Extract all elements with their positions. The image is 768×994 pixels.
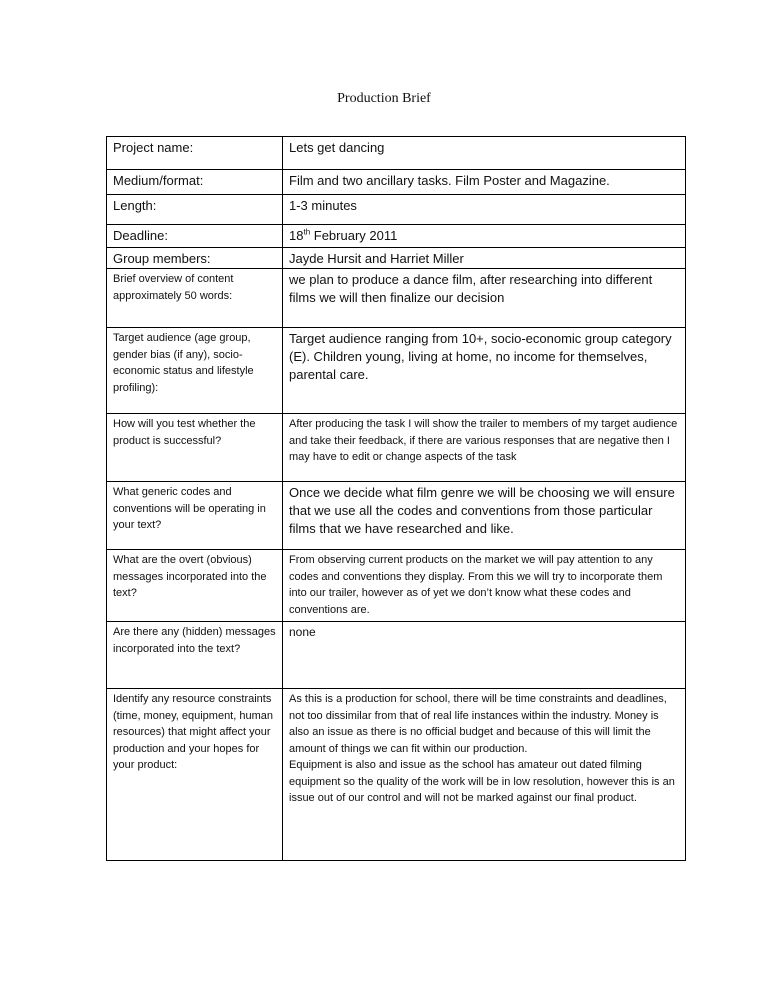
row-value-medium-format: Film and two ancillary tasks. Film Poster and Magazine. bbox=[283, 170, 686, 195]
table-row bbox=[107, 689, 686, 861]
row-label-resource-constraints: Identify any resource constraints (time, money, equipment, human resources) that might affect your production and your hopes for your product: bbox=[107, 689, 283, 861]
table-row bbox=[107, 269, 686, 328]
row-value-deadline: 18th February 2011 bbox=[283, 225, 686, 248]
row-value-generic-codes: Once we decide what film genre we will be choosing we will ensure that we use all the codes and conventions from those particular films that we have researched and like. bbox=[283, 482, 686, 550]
row-label-overview: Brief overview of content approximately 50 words: bbox=[107, 269, 283, 328]
row-value-resource-constraints: As this is a production for school, there will be time constraints and deadlines, not too dissimilar from that of real life instances within the industry. Money is also an issue as there is no official budget and because of this will limit the amount of things we can fit within our production. Equipment is also and issue as the school has amateur out dated filming equipment so the quality of the work will be in low resolution, however this is an issue out of our control and will not be marked against our final product. bbox=[283, 689, 686, 861]
production-brief-table bbox=[106, 136, 686, 861]
row-label-length: Length: bbox=[107, 195, 283, 225]
row-label-generic-codes: What generic codes and conventions will be operating in your text? bbox=[107, 482, 283, 550]
row-label-target-audience: Target audience (age group, gender bias (if any), socio-economic status and lifestyle profiling): bbox=[107, 328, 283, 414]
row-label-group-members: Group members: bbox=[107, 248, 283, 269]
table-row bbox=[107, 170, 686, 195]
row-label-test-success: How will you test whether the product is successful? bbox=[107, 414, 283, 482]
row-value-target-audience: Target audience ranging from 10+, socio-economic group category (E). Children young, living at home, no income for themselves, parental care. bbox=[283, 328, 686, 414]
row-value-length: 1-3 minutes bbox=[283, 195, 686, 225]
row-label-hidden-messages: Are there any (hidden) messages incorporated into the text? bbox=[107, 622, 283, 689]
row-value-test-success: After producing the task I will show the trailer to members of my target audience and take their feedback, if there are various responses that are negative then I may have to edit or change aspects of the task bbox=[283, 414, 686, 482]
table-row bbox=[107, 550, 686, 622]
row-value-overt-messages: From observing current products on the market we will pay attention to any codes and conventions they display. From this we will try to incorporate them into our trailer, however as of yet we don’t know what these codes and conventions are. bbox=[283, 550, 686, 622]
table-row bbox=[107, 622, 686, 689]
row-value-group-members: Jayde Hursit and Harriet Miller bbox=[283, 248, 686, 269]
table-row bbox=[107, 195, 686, 225]
row-label-medium-format: Medium/format: bbox=[107, 170, 283, 195]
row-value-project-name: Lets get dancing bbox=[283, 137, 686, 170]
table-row bbox=[107, 482, 686, 550]
page-title: Production Brief bbox=[337, 91, 431, 106]
row-label-overt-messages: What are the overt (obvious) messages incorporated into the text? bbox=[107, 550, 283, 622]
table-row bbox=[107, 137, 686, 170]
row-value-hidden-messages: none bbox=[283, 622, 686, 689]
table-row bbox=[107, 414, 686, 482]
table-row bbox=[107, 225, 686, 248]
table-row bbox=[107, 248, 686, 269]
row-label-project-name: Project name: bbox=[107, 137, 283, 170]
row-label-deadline: Deadline: bbox=[107, 225, 283, 248]
table-row bbox=[107, 328, 686, 414]
row-value-overview: we plan to produce a dance film, after researching into different films we will then finalize our decision bbox=[283, 269, 686, 328]
